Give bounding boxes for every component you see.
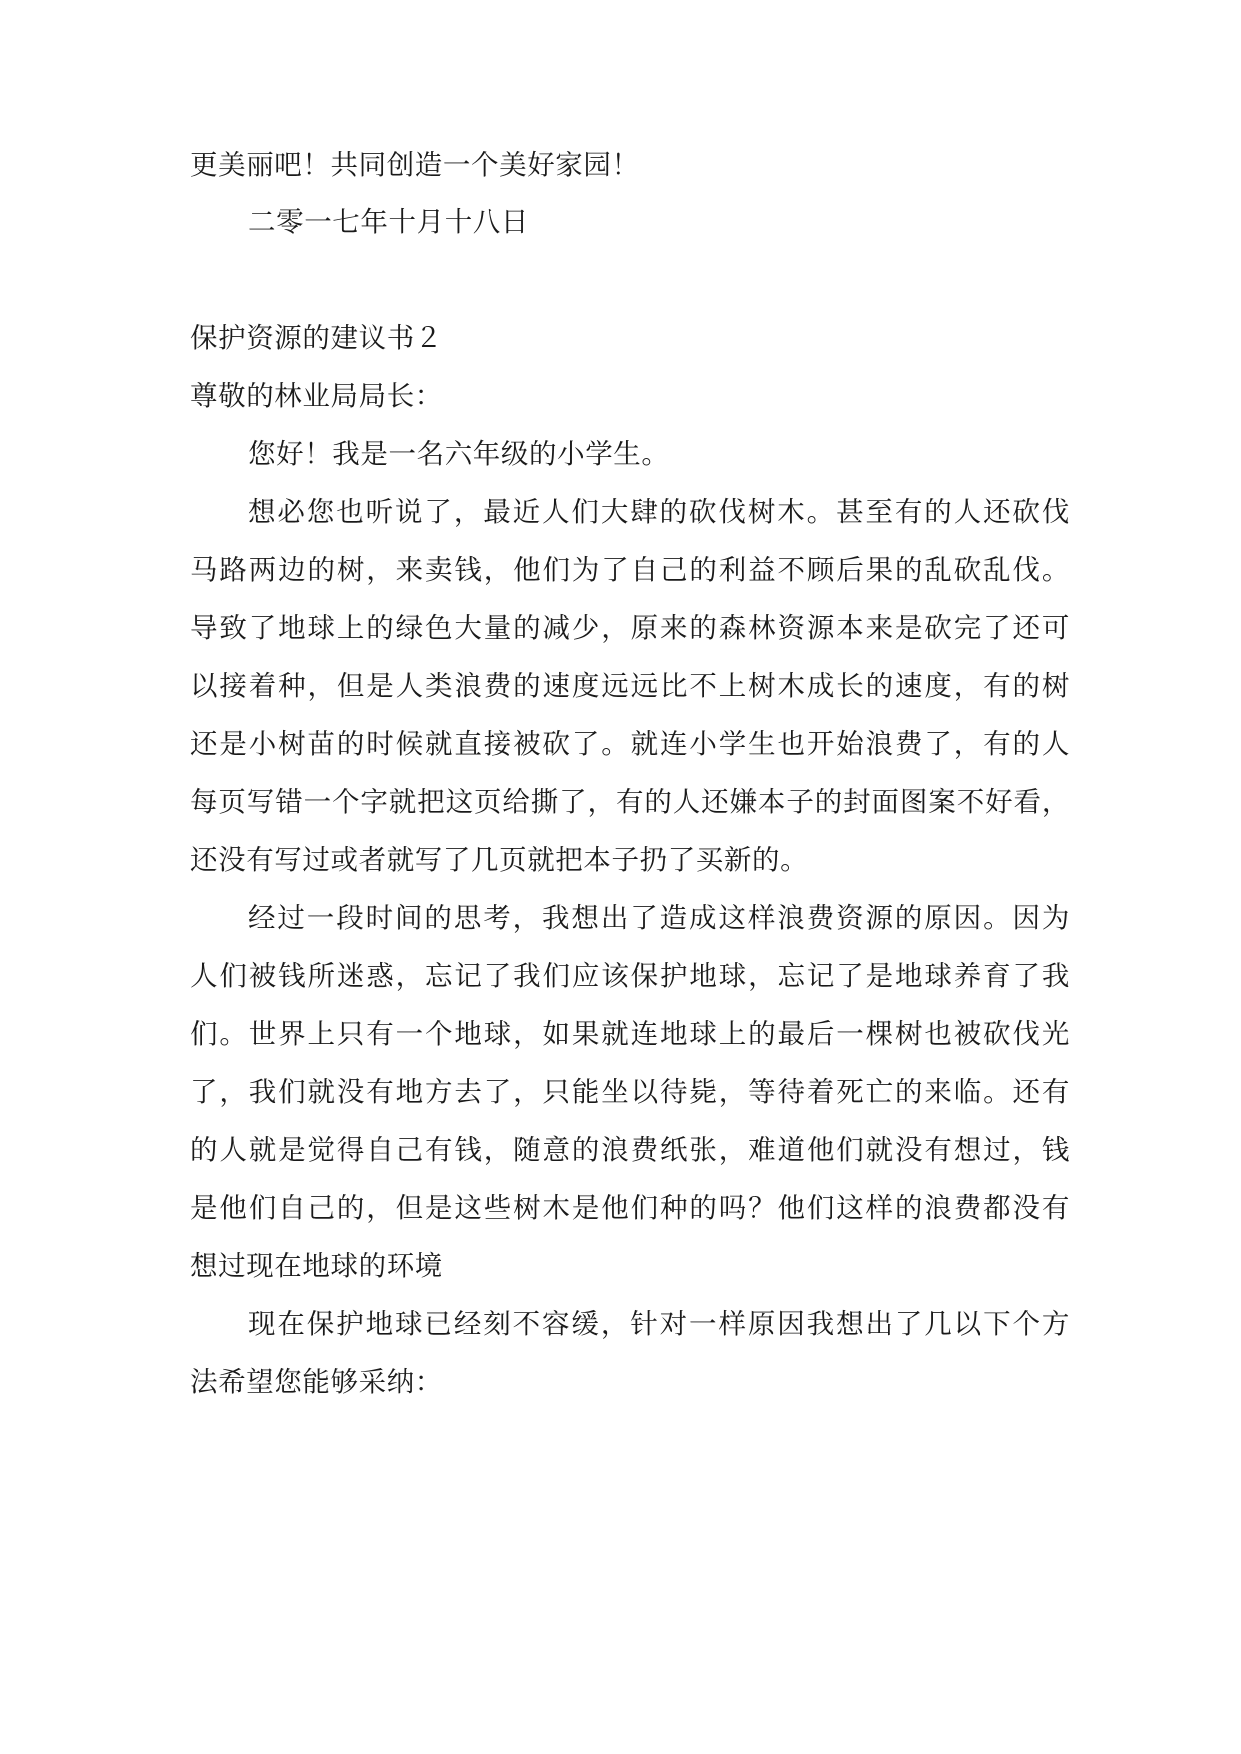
paragraph2-line: 了，我们就没有地方去了，只能坐以待毙，等待着死亡的来临。还有	[190, 1076, 1070, 1108]
paragraph1-line: 马路两边的树，来卖钱，他们为了自己的利益不顾后果的乱砍乱伐。	[190, 554, 1070, 586]
paragraph1-line: 还是小树苗的时候就直接被砍了。就连小学生也开始浪费了，有的人	[190, 728, 1070, 760]
closing-line: 更美丽吧！共同创造一个美好家园！	[190, 149, 640, 181]
paragraph3-line: 法希望您能够采纳：	[190, 1366, 443, 1398]
salutation: 尊敬的林业局局长：	[190, 380, 443, 412]
letter-title: 保护资源的建议书２	[190, 322, 443, 354]
paragraph2-line: 们。世界上只有一个地球，如果就连地球上的最后一棵树也被砍伐光	[190, 1018, 1070, 1050]
paragraph1-line: 想必您也听说了，最近人们大肆的砍伐树木。甚至有的人还砍伐	[248, 496, 1070, 528]
paragraph1-line: 以接着种，但是人类浪费的速度远远比不上树木成长的速度，有的树	[190, 670, 1070, 702]
paragraph3-line: 现在保护地球已经刻不容缓，针对一样原因我想出了几以下个方	[248, 1308, 1070, 1340]
paragraph1-line: 导致了地球上的绿色大量的减少，原来的森林资源本来是砍完了还可	[190, 612, 1070, 644]
paragraph2-line: 想过现在地球的环境	[190, 1250, 443, 1282]
paragraph2-line: 的人就是觉得自己有钱，随意的浪费纸张，难道他们就没有想过，钱	[190, 1134, 1070, 1166]
paragraph2-line: 人们被钱所迷惑，忘记了我们应该保护地球，忘记了是地球养育了我	[190, 960, 1070, 992]
paragraph2-line: 经过一段时间的思考，我想出了造成这样浪费资源的原因。因为	[248, 902, 1070, 934]
paragraph1-line: 每页写错一个字就把这页给撕了，有的人还嫌本子的封面图案不好看，	[190, 786, 1070, 818]
letter-date: 二零一七年十月十八日	[248, 206, 529, 238]
paragraph1-line: 还没有写过或者就写了几页就把本子扔了买新的。	[190, 844, 809, 876]
greeting: 您好！我是一名六年级的小学生。	[248, 438, 670, 470]
paragraph2-line: 是他们自己的，但是这些树木是他们种的吗？他们这样的浪费都没有	[190, 1192, 1070, 1224]
